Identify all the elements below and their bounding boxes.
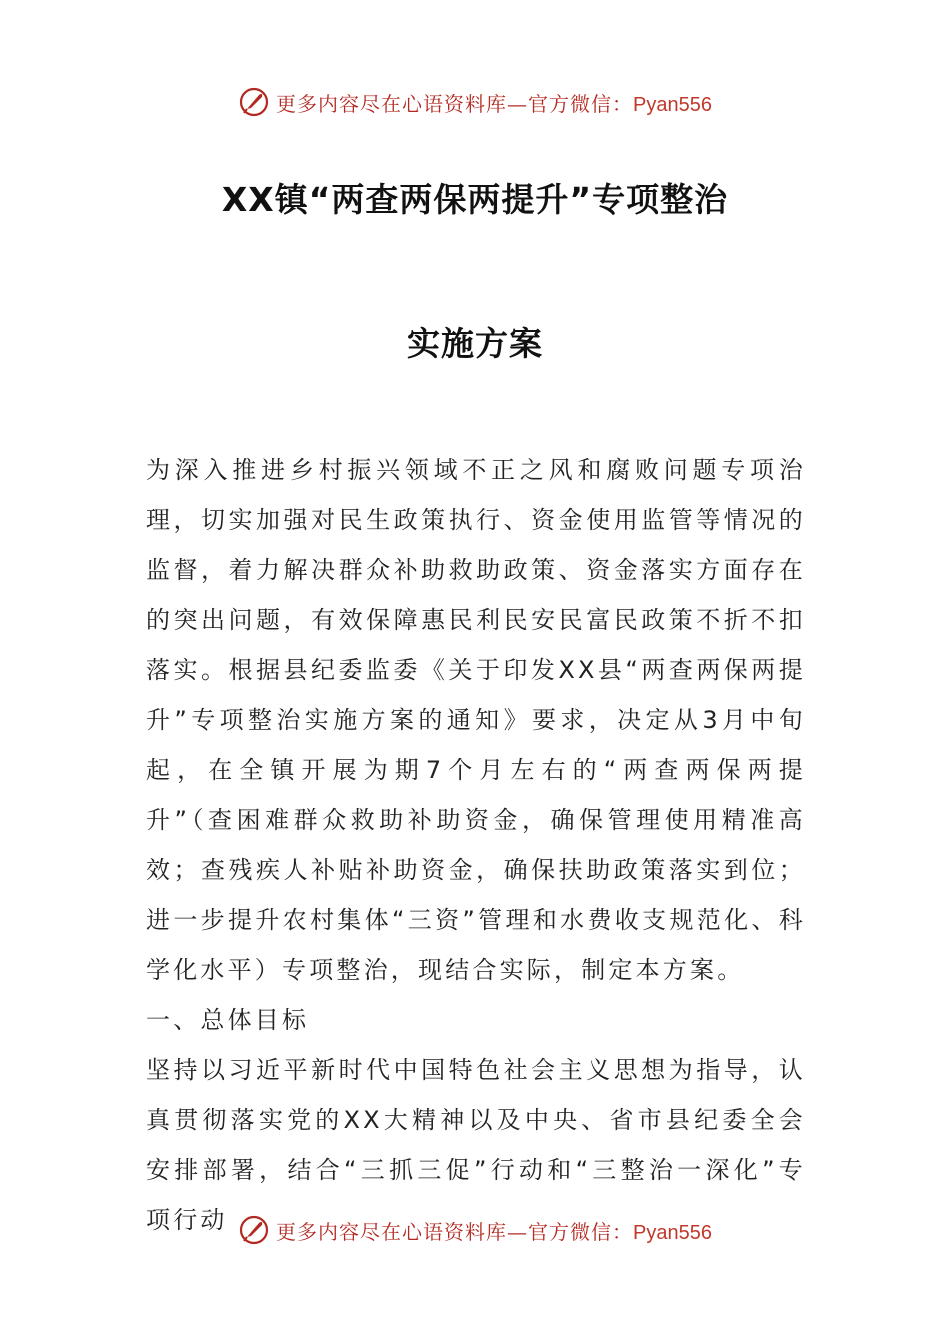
- watermark-text: 更多内容尽在心语资料库—官方微信：Pyan556: [276, 91, 712, 116]
- watermark-handle: Pyan556: [633, 93, 712, 116]
- feather-pen-logo-icon: [238, 86, 270, 118]
- intro-paragraph: 为深入推进乡村振兴领域不正之风和腐败问题专项治理，切实加强对民生政策执行、资金使用监管等情况的监督，着力解决群众补助救助政策、资金落实方面存在的突出问题，有效保障惠民利民安民富民政策不折不扣落实。根据县纪委监委《关于印发XX县“两查两保两提升”专项整治实施方案的通知》要求，决定从3月中旬起，在全镇开展为期7个月左右的“两查两保两提升”（查困难群众救助补助资金，确保管理使用精准高效；查残疾人补贴补助资金，确保扶助政策落实到位；进一步提升农村集体“三资”管理和水费收支规范化、科学化水平）专项整治，现结合实际，制定本方案。: [146, 456, 806, 984]
- document-body: [146, 445, 806, 1245]
- watermark-footer: [0, 1210, 950, 1250]
- section-paragraph: 坚持以习近平新时代中国特色社会主义思想为指导，认真贯彻落实党的XX大精神以及中央、省市县纪委全会安排部署，结合“三抓三促”行动和“三整治一深化”专项行动: [146, 1056, 806, 1234]
- document-subtitle: 实施方案: [407, 324, 543, 363]
- feather-pen-logo-icon: [238, 1214, 270, 1246]
- watermark-header: [0, 82, 950, 122]
- watermark-handle: Pyan556: [633, 1221, 712, 1244]
- watermark-text: 更多内容尽在心语资料库—官方微信：Pyan556: [276, 1219, 712, 1244]
- section-heading: 一、总体目标: [146, 1006, 310, 1034]
- document-title: XX镇“两查两保两提升”专项整治: [221, 180, 729, 219]
